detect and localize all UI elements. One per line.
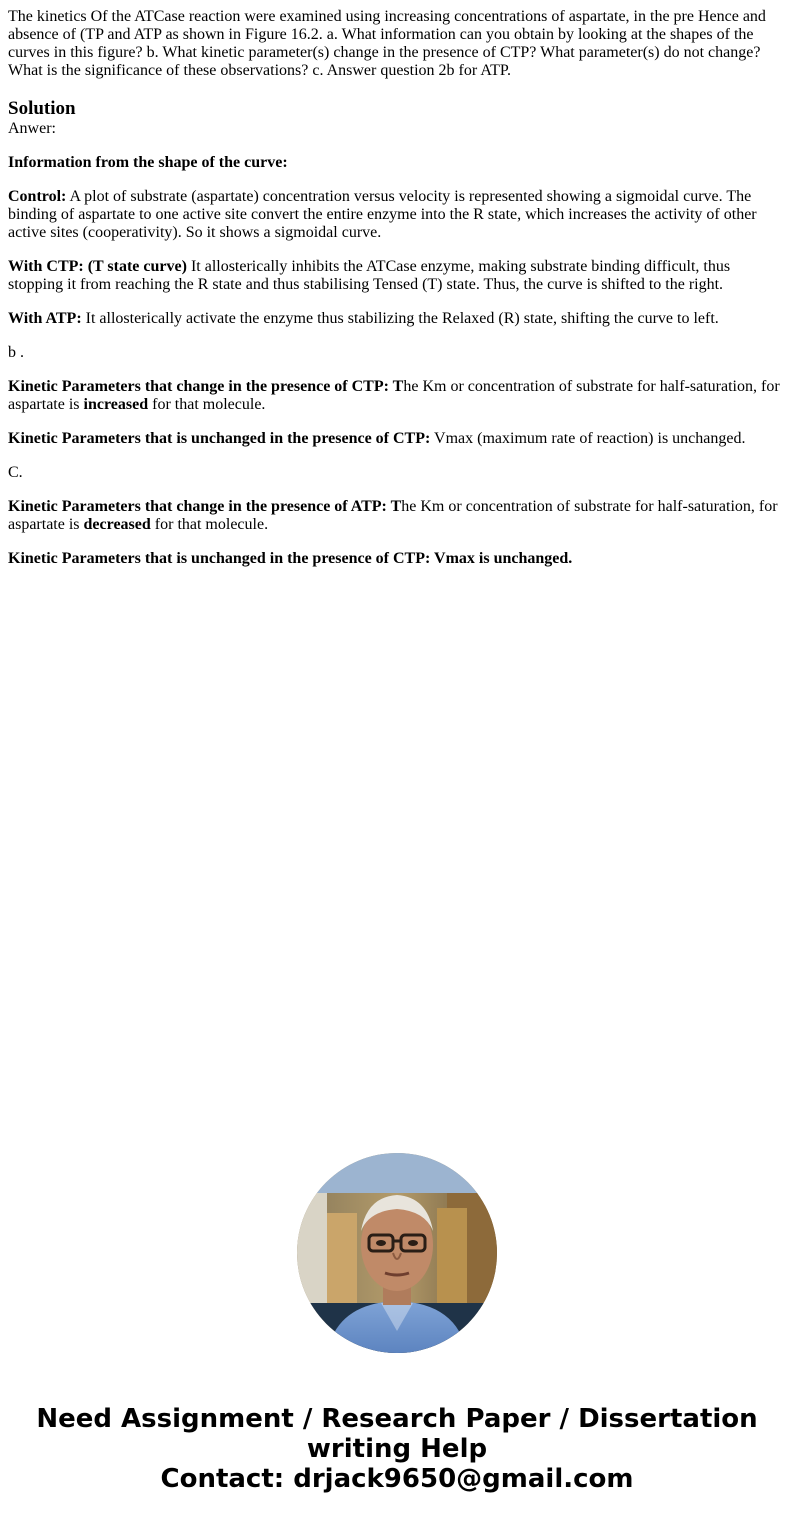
c-unchanged-label: Kinetic Parameters that is unchanged in the presence of CTP: Vmax is unchanged.: [8, 550, 573, 567]
atp-text: It allosterically activate the enzyme thus stabilizing the Relaxed (R) state, shifting the curve to left.: [81, 310, 719, 327]
ctp-text: It allosterically inhibits the ATCase enzyme, making substrate binding difficult, thus stopping it from reaching the R state and thus stabilising Tensed (T) state. Thus, the curve is shifted to the right.: [8, 258, 731, 293]
c-change-text-2: for that molecule.: [150, 516, 269, 533]
c-unchanged-paragraph: [8, 550, 786, 568]
control-label: Control:: [8, 188, 67, 205]
solution-heading: Solution: [8, 98, 76, 119]
control-paragraph: [8, 188, 786, 242]
control-text: A plot of substrate (aspartate) concentration versus velocity is represented showing a sigmoidal curve. The binding of aspartate to one active site convert the entire enzyme into the R state, which increases the activity of other active sites (cooperativity). So it shows a sigmoidal curve.: [8, 188, 757, 241]
b-change-text-2: for that molecule.: [148, 396, 266, 413]
c-change-label: Kinetic Parameters that change in the presence of ATP: T: [8, 498, 402, 515]
b-unchanged-label: Kinetic Parameters that is unchanged in the presence of CTP:: [8, 430, 431, 447]
b-change-text-1: he Km or concentration of substrate for half-saturation, for aspartate is: [8, 378, 780, 413]
document-body: [8, 8, 786, 568]
question-text: The kinetics Of the ATCase reaction were examined using increasing concentrations of aspartate, in the pre Hence and absence of (TP and ATP as shown in Figure 16.2. a. What information can you obtain by looking at the shapes of the curves in this figure? b. What kinetic parameter(s) change in the presence of CTP? What parameter(s) do not change? What is the significance of these observations? c. Answer question 2b for ATP.: [8, 8, 766, 79]
part-b-label: b .: [8, 344, 24, 361]
promo-banner: [0, 1404, 794, 1494]
shape-heading-text: Information from the shape of the curve:: [8, 154, 288, 171]
b-unchanged-text: Vmax (maximum rate of reaction) is unchanged.: [430, 430, 746, 447]
author-portrait-image: [297, 1153, 497, 1353]
c-change-text-1: he Km or concentration of substrate for half-saturation, for aspartate is: [8, 498, 778, 533]
answer-label: Anwer:: [8, 120, 56, 137]
atp-paragraph: [8, 310, 786, 328]
c-change-paragraph: [8, 498, 786, 534]
author-avatar: [297, 1153, 497, 1353]
shape-heading: [8, 154, 786, 172]
ctp-label: With CTP: (T state curve): [8, 258, 187, 275]
promo-line-1: Need Assignment / Research Paper / Dissertation: [36, 1404, 758, 1434]
atp-label: With ATP:: [8, 310, 82, 327]
promo-line-2: writing Help: [306, 1434, 488, 1464]
promo-contact: Contact: drjack9650@gmail.com: [160, 1464, 634, 1494]
b-change-paragraph: [8, 378, 786, 414]
b-unchanged-paragraph: [8, 430, 786, 448]
part-c-label: C.: [8, 464, 23, 481]
c-change-emphasis: decreased: [83, 516, 151, 533]
b-change-emphasis: increased: [83, 396, 149, 413]
b-change-label: Kinetic Parameters that change in the presence of CTP: T: [8, 378, 404, 395]
ctp-paragraph: [8, 258, 786, 294]
